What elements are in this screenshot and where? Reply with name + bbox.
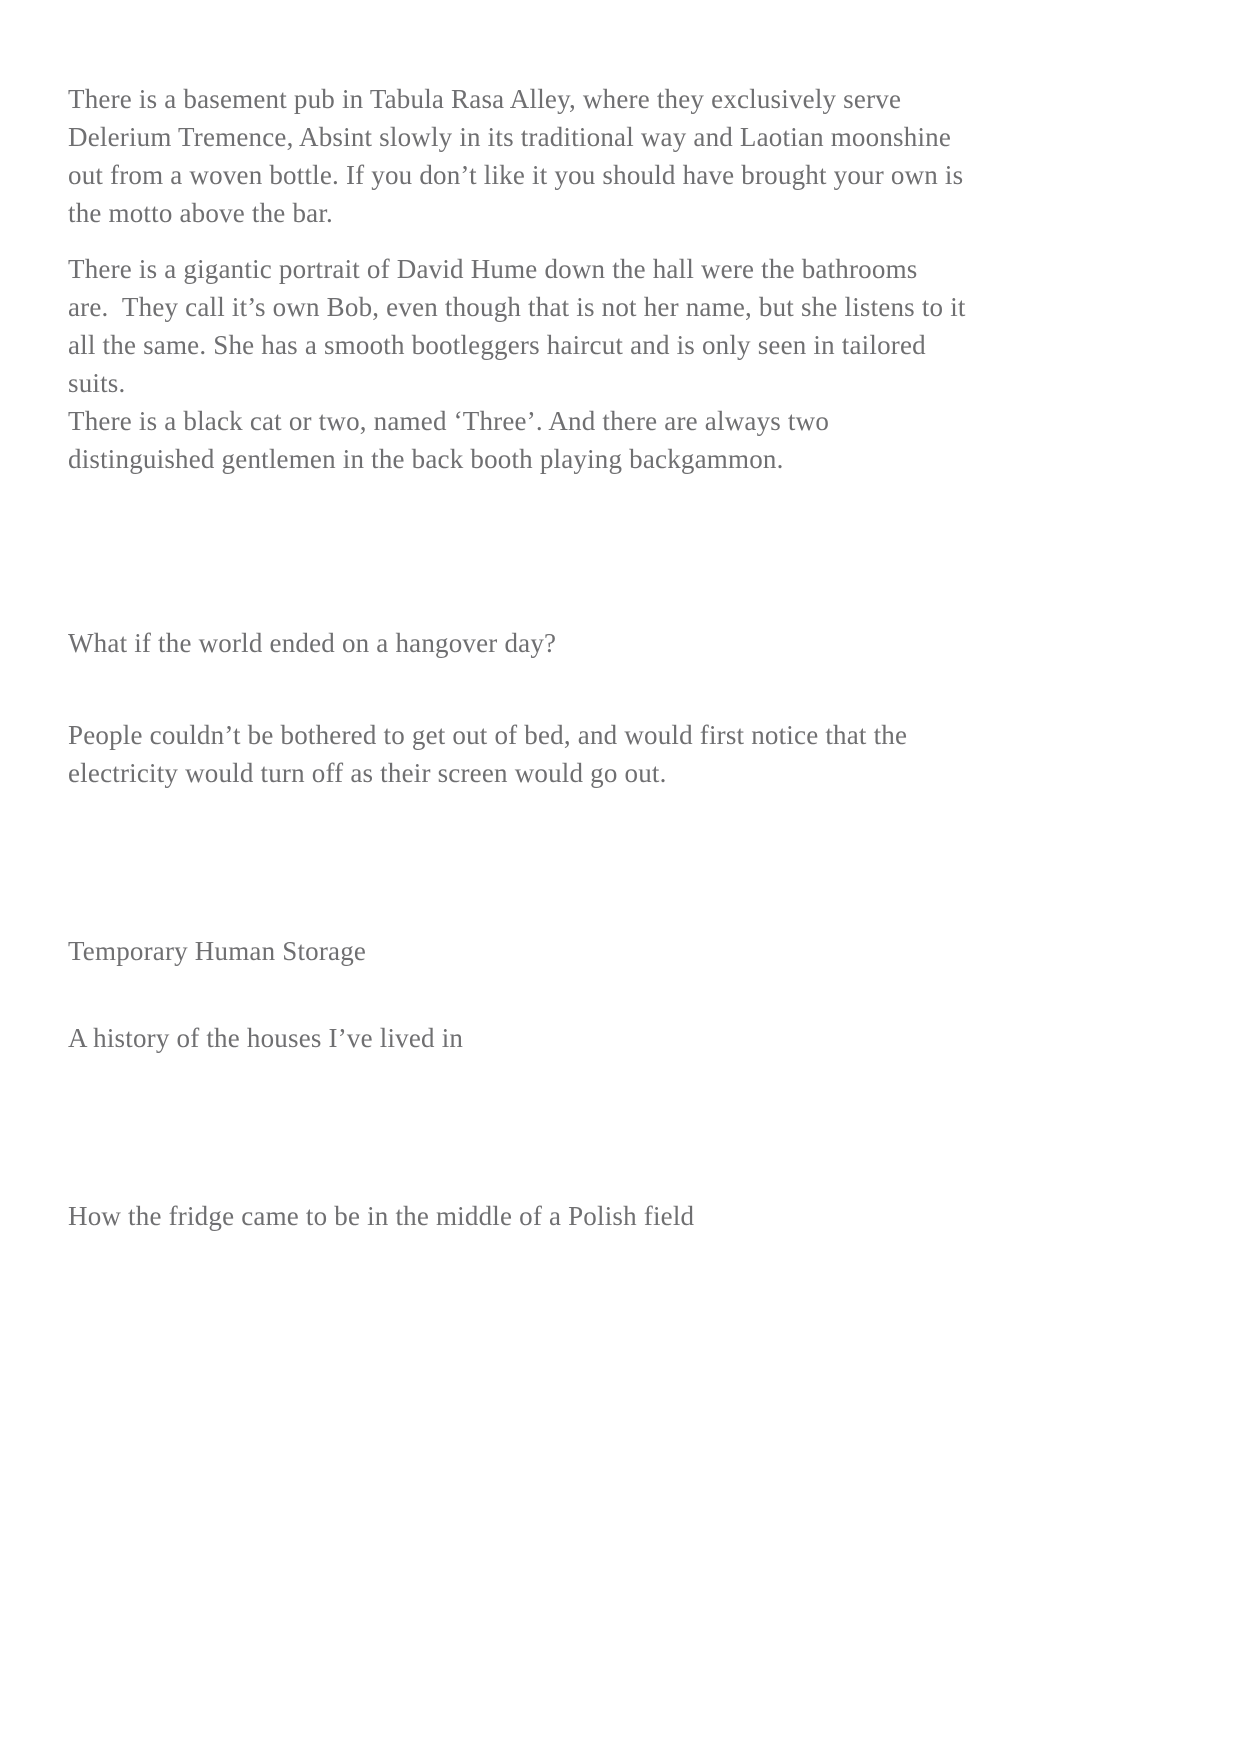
- line-fridge-polish-field: [68, 1197, 694, 1235]
- paragraph-line: Temporary Human Storage: [68, 936, 367, 966]
- paragraph-line: There is a gigantic portrait of David Hume down the hall were the bathrooms: [68, 254, 918, 284]
- paragraph-line: the motto above the bar.: [68, 198, 333, 228]
- paragraph-line: suits.: [68, 368, 126, 398]
- paragraph-line: How the fridge came to be in the middle of a Polish field: [68, 1201, 695, 1231]
- paragraph-basement-pub: [68, 80, 963, 232]
- paragraph-line: There is a basement pub in Tabula Rasa Alley, where they exclusively serve: [68, 84, 902, 114]
- paragraph-black-cat: [68, 402, 829, 478]
- paragraph-line: What if the world ended on a hangover day?: [68, 628, 557, 658]
- paragraph-line: electricity would turn off as their screen would go out.: [68, 758, 667, 788]
- paragraph-line: distinguished gentlemen in the back booth playing backgammon.: [68, 444, 784, 474]
- line-hangover-question: [68, 624, 556, 662]
- paragraph-line: all the same. She has a smooth bootleggers haircut and is only seen in tailored: [68, 330, 926, 360]
- paragraph-david-hume-portrait: [68, 250, 966, 402]
- paragraph-line: out from a woven bottle. If you don’t like it you should have brought your own is: [68, 160, 964, 190]
- paragraph-line: A history of the houses I’ve lived in: [68, 1023, 464, 1053]
- paragraph-line: are. They call it’s own Bob, even though that is not her name, but she listens to it: [68, 292, 966, 322]
- line-temporary-human-storage: [68, 932, 366, 970]
- line-history-of-houses: [68, 1019, 463, 1057]
- paragraph-line: Delerium Tremence, Absint slowly in its traditional way and Laotian moonshine: [68, 122, 952, 152]
- paragraph-line: There is a black cat or two, named ‘Three’. And there are always two: [68, 406, 830, 436]
- paragraph-line: People couldn’t be bothered to get out of bed, and would first notice that the: [68, 720, 908, 750]
- paragraph-people-in-bed: [68, 716, 907, 792]
